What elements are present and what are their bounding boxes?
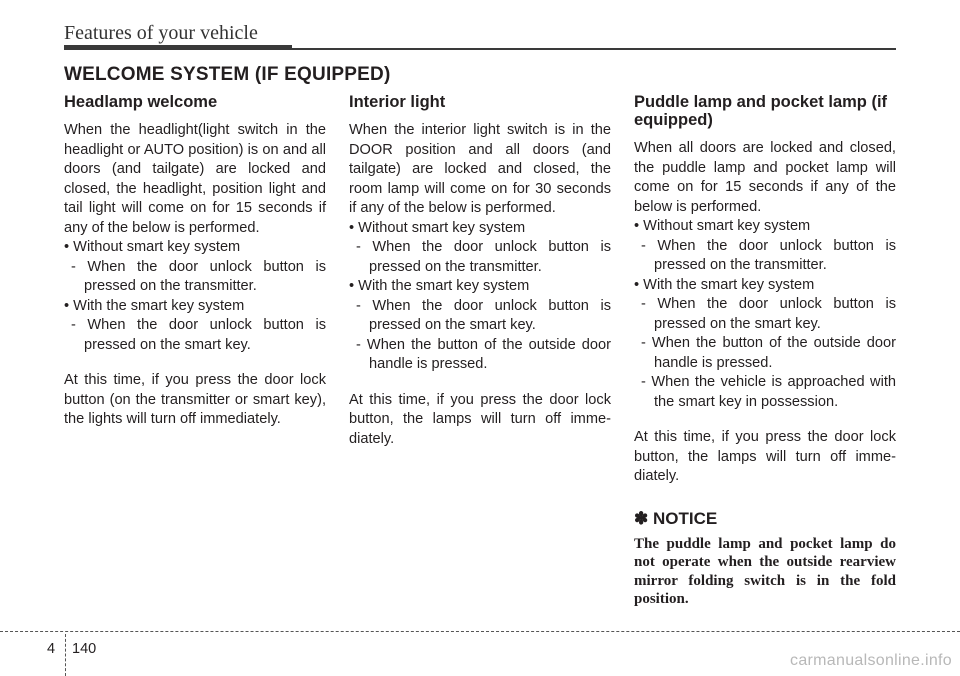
notice-title: ✽ NOTICE	[634, 508, 718, 528]
dash-item: - When the button of the outside door handle is pressed.	[356, 336, 611, 372]
page-number: 140	[72, 641, 97, 657]
column-interior-light	[349, 93, 611, 449]
bullet-without-smart-key: • Without smart key system	[634, 218, 811, 234]
bullet-with-smart-key: • With the smart key system	[634, 276, 815, 293]
header-title: Features of your vehicle	[64, 22, 258, 44]
header-rule-thin	[292, 48, 896, 50]
paragraph-intro: When all doors are locked and closed, the puddle lamp and pocket lamp will come on for 15 seconds if any of the below is performed.	[634, 140, 896, 215]
bullet-without-smart-key: • Without smart key system	[349, 219, 526, 236]
paragraph-outro: At this time, if you press the door lock button, the lamps will turn off immediately.	[634, 429, 896, 484]
paragraph-intro: When the interior light switch is in the DOOR position and all doors (and tailgate) are locked and closed, the room lamp will come on for 30 seconds if any of the below is performed.	[349, 122, 611, 216]
dash-item: - When the door unlock button is pressed on the smart key.	[356, 297, 611, 333]
dash-item: - When the door unlock button is pressed on the smart key.	[641, 296, 896, 332]
bullet-with-smart-key: • With the smart key system	[64, 297, 245, 314]
chapter-number: 4	[47, 641, 56, 657]
dash-item: - When the door unlock button is pressed on the transmitter.	[641, 237, 896, 273]
column-puddle-lamp	[634, 93, 896, 609]
paragraph-intro: When the headlight(light switch in the headlight or AUTO position) is on and all doors (and tailgate) are locked and closed, the headlight, position light and tail light will come on for 15 seconds if any of the below is performed.	[64, 122, 326, 236]
paragraph-outro: At this time, if you press the door lock button (on the transmitter or smart key), the lights will turn off immediately.	[64, 372, 326, 427]
dash-item: - When the door unlock button is pressed on the transmitter.	[71, 258, 326, 294]
header-rule-thick	[64, 45, 292, 50]
paragraph-outro: At this time, if you press the door lock button, the lamps will turn off immediately.	[349, 391, 611, 447]
footer-vertical-divider	[65, 634, 66, 676]
section-title: WELCOME SYSTEM (IF EQUIPPED)	[64, 64, 391, 85]
heading-headlamp-welcome: Headlamp welcome	[64, 93, 218, 111]
footer-divider	[0, 631, 960, 632]
dash-item: - When the button of the outside door handle is pressed.	[641, 335, 896, 371]
dash-item: - When the door unlock button is pressed on the smart key.	[71, 317, 326, 353]
dash-item: - When the vehicle is approached with the smart key in possession.	[641, 374, 896, 410]
notice-body: The puddle lamp and pocket lamp do not operate when the outside rearview mirror folding switch is in the fold position.	[634, 535, 896, 607]
watermark: carmanualsonline.info	[790, 652, 952, 669]
heading-interior-light: Interior light	[349, 93, 446, 111]
heading-puddle-lamp: Puddle lamp and pocket lamp (if equipped)	[634, 93, 888, 129]
bullet-without-smart-key: • Without smart key system	[64, 239, 241, 255]
dash-item: - When the door unlock button is pressed on the transmitter.	[356, 239, 611, 275]
column-headlamp-welcome	[64, 93, 326, 430]
bullet-with-smart-key: • With the smart key system	[349, 278, 530, 294]
